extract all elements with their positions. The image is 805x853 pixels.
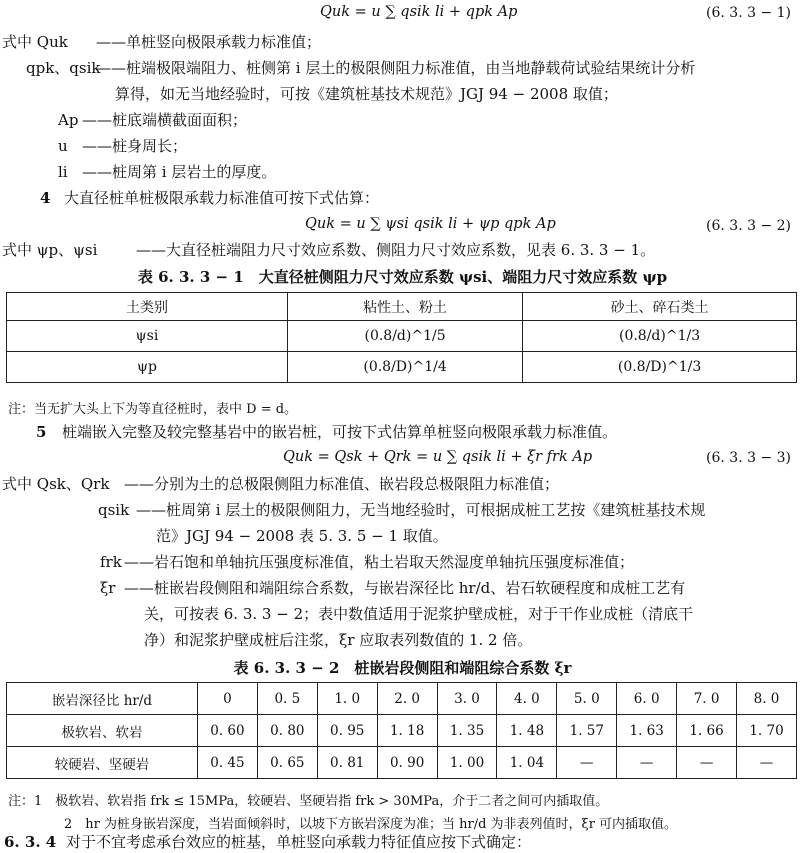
where3-text-2: 范》JGJ 94 − 2008 表 5. 3. 5 − 1 取值。 — [156, 527, 448, 545]
where3-text-6: 净）和泥浆护壁成桩后注浆，ξr 应取表列数值的 1. 2 倍。 — [144, 631, 533, 649]
table-2-column-header: 6. 0 — [617, 683, 677, 715]
table-2-header-label: 嵌岩深径比 hr/d — [7, 683, 198, 715]
where3-text-3: ——岩石饱和单轴抗压强度标准值，粘土岩取天然湿度单轴抗压强度标准值； — [124, 553, 635, 571]
table-cell: 1. 18 — [377, 715, 437, 747]
table-2-column-header: 2. 0 — [377, 683, 437, 715]
table-cell: 1. 00 — [437, 747, 497, 779]
where3-label-4: ξr — [100, 579, 116, 597]
table-cell: (0.8/D)^1/4 — [288, 352, 523, 383]
table-2-note-2: 2 hr 为桩身嵌岩深度，当岩面倾斜时，以坡下方嵌岩深度为准；当 hr/d 为非表列值时，ξr 可内插取值。 — [64, 817, 678, 832]
table-cell: 0. 95 — [317, 715, 377, 747]
table-2-column-header: 0. 5 — [257, 683, 317, 715]
table-2-column-header: 0 — [198, 683, 258, 715]
where1-text-5: ——桩周第 i 层岩土的厚度。 — [82, 163, 277, 181]
table-cell: 0. 45 — [198, 747, 258, 779]
table-row — [7, 715, 797, 747]
item-5-text: 桩端嵌入完整及较完整基岩中的嵌岩桩，可按下式估算单桩竖向极限承载力标准值。 — [62, 423, 618, 441]
where2-text: ——大直径桩端阻力尺寸效应系数、侧阻力尺寸效应系数，见表 6. 3. 3 − 1。 — [136, 241, 656, 259]
table-cell: ψsi — [7, 321, 288, 352]
item-5-number: 5 — [36, 423, 47, 441]
where1-text-3: ——桩底端横截面面积； — [82, 111, 248, 129]
table-row — [7, 321, 797, 352]
table-cell: (0.8/d)^1/5 — [288, 321, 523, 352]
item-4-text: 大直径桩单桩极限承载力标准值可按下式估算： — [64, 189, 380, 207]
where3-label-1: qsik — [98, 501, 130, 519]
table-2-column-header: 8. 0 — [737, 683, 797, 715]
where1-label-4: u — [58, 137, 68, 155]
table-cell: 0. 81 — [317, 747, 377, 779]
table-2-column-header: 1. 0 — [317, 683, 377, 715]
where3-label-3: frk — [100, 553, 122, 571]
where1-text-4: ——桩身周长； — [82, 137, 188, 155]
table-cell: — — [677, 747, 737, 779]
where3-label-0: 式中 Qsk、Qrk — [2, 475, 110, 493]
table-cell: 1. 66 — [677, 715, 737, 747]
table-cell: — — [557, 747, 617, 779]
where1-label-0: 式中 Quk — [2, 33, 68, 51]
where1-text-0: ——单桩竖向极限承载力标准值； — [96, 33, 322, 51]
where3-text-0: ——分别为土的总极限侧阻力标准值、嵌岩段总极限阻力标准值； — [124, 475, 560, 493]
table-2-caption: 表 6. 3. 3 − 2 桩嵌岩段侧阻和端阻综合系数 ξr — [233, 659, 572, 677]
table-row-label: 极软岩、软岩 — [7, 715, 198, 747]
table-2-note-1: 注：1 极软岩、软岩指 frk ≤ 15MPa，较硬岩、坚硬岩指 frk > 30MPa，介于二者之间可内插取值。 — [8, 794, 609, 809]
table-1-note: 注：当无扩大头上下为等直径桩时，表中 D = d。 — [8, 402, 298, 417]
equation-6-3-3-2: Quk = u ∑ ψsi qsik li + ψp qpk Ap — [305, 216, 556, 232]
table-cell: 0. 80 — [257, 715, 317, 747]
table-row-label: 较硬岩、坚硬岩 — [7, 747, 198, 779]
equation-6-3-3-3: Quk = Qsk + Qrk = u ∑ qsik li + ξr frk Ap — [283, 449, 593, 465]
where1-label-3: Ap — [58, 111, 79, 129]
where1-label-1: qpk、qsik — [26, 59, 101, 77]
where1-text-2: 算得，如无当地经验时，可按《建筑桩基技术规范》JGJ 94 − 2008 取值； — [115, 85, 618, 103]
table-2-column-header: 7. 0 — [677, 683, 737, 715]
table-2-column-header: 4. 0 — [497, 683, 557, 715]
table-1-header-row — [7, 293, 797, 321]
where1-text-1: ——桩端极限端阻力、桩侧第 i 层土的极限侧阻力标准值，由当地静载荷试验结果统计分析 — [96, 59, 696, 77]
table-1-caption: 表 6. 3. 3 − 1 大直径桩侧阻力尺寸效应系数 ψsi、端阻力尺寸效应系数 ψp — [137, 268, 668, 286]
section-text: 对于不宜考虑承台效应的桩基，单桩竖向承载力特征值应按下式确定： — [66, 833, 532, 851]
equation-number-3: (6. 3. 3 − 3) — [706, 450, 791, 466]
table-cell: 0. 65 — [257, 747, 317, 779]
table-cell: — — [737, 747, 797, 779]
table-cell: 1. 04 — [497, 747, 557, 779]
table-2 — [6, 682, 797, 779]
equation-number-2: (6. 3. 3 − 2) — [706, 218, 791, 234]
table-row — [7, 352, 797, 383]
table-cell: 0. 60 — [198, 715, 258, 747]
table-1-header-cell: 土类别 — [7, 293, 288, 321]
table-cell: (0.8/D)^1/3 — [523, 352, 797, 383]
table-2-column-header: 5. 0 — [557, 683, 617, 715]
table-1 — [6, 292, 797, 383]
table-cell: 1. 48 — [497, 715, 557, 747]
where3-text-4: ——桩嵌岩段侧阻和端阻综合系数，与嵌岩深径比 hr/d、岩石软硬程度和成桩工艺有 — [124, 579, 686, 597]
where3-text-5: 关，可按表 6. 3. 3 − 2；表中数值适用于泥浆护壁成桩，对于干作业成桩（清底干 — [144, 605, 694, 623]
item-4-number: 4 — [40, 189, 51, 207]
table-cell: 1. 57 — [557, 715, 617, 747]
table-cell: 1. 70 — [737, 715, 797, 747]
where1-label-5: li — [58, 163, 68, 181]
equation-6-3-3-1: Quk = u ∑ qsik li + qpk Ap — [320, 4, 518, 20]
table-cell: (0.8/d)^1/3 — [523, 321, 797, 352]
table-row — [7, 747, 797, 779]
table-cell: 1. 35 — [437, 715, 497, 747]
section-number: 6. 3. 4 — [4, 833, 57, 851]
table-cell: 0. 90 — [377, 747, 437, 779]
where3-text-1: ——桩周第 i 层土的极限侧阻力，无当地经验时，可根据成桩工艺按《建筑桩基技术规 — [136, 501, 706, 519]
table-cell: 1. 63 — [617, 715, 677, 747]
table-cell: — — [617, 747, 677, 779]
where2-label: 式中 ψp、ψsi — [2, 241, 98, 259]
table-2-header-row — [7, 683, 797, 715]
table-1-header-cell: 粘性土、粉土 — [288, 293, 523, 321]
table-2-column-header: 3. 0 — [437, 683, 497, 715]
table-1-header-cell: 砂土、碎石类土 — [523, 293, 797, 321]
table-cell: ψp — [7, 352, 288, 383]
equation-number-1: (6. 3. 3 − 1) — [706, 5, 791, 21]
